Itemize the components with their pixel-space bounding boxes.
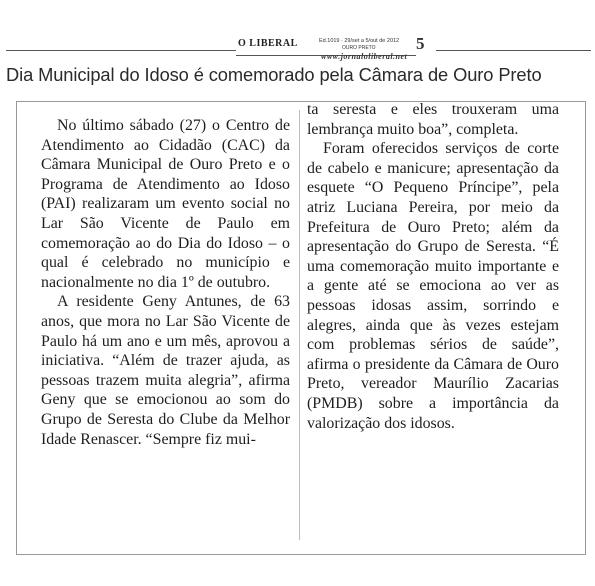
article-body [16,101,586,555]
paper-name: O LIBERAL [238,38,298,49]
edition-info: Ed.1019 · 29/set a 5/out de 2012 [319,38,400,44]
masthead-rule-left [6,50,236,51]
column-divider [299,110,300,540]
edition-city: OURO PRETO [342,45,376,51]
masthead [6,34,591,61]
article-headline: Dia Municipal do Idoso é comemorado pela Câmara de Ouro Preto [6,64,542,85]
paragraph: A residente Geny Antunes, de 63 anos, que mora no Lar São Vicente de Paulo há um ano e um mês, aprovou a iniciativa. “Além de trazer ajuda, as pessoas trazem muita alegria”, afirma Geny que se emocionou ao som do Grupo de Seresta do Clube da Melhor Idade Renascer. “Sempre fiz mui- [41,293,290,448]
paragraph: ta seresta e eles trouxeram uma lembrança muito boa”, completa. [307,101,559,138]
website-link[interactable]: www.jornaloliberal.net [321,52,408,61]
page-number: 5 [416,34,425,53]
paragraph: Foram oferecidos serviços de corte de cabelo e manicure; apresentação da esquete “O Pequeno Príncipe”, pela atriz Luciana Pereira, por meio da Prefeitura de Ouro Preto; além da apresentação do Grupo de Seresta. “É uma comemoração muito importante e a gente até se emociona ao ver as pessoas idosas assim, sorrindo e alegres, ainda que às vezes estejam com problemas sérios de saúde”, afirma o presidente da Câmara de Ouro Preto, vereador Maurílio Zacarias (PMDB) sobre a importância da valorização dos idosos. [307,140,559,432]
masthead-rule-right [436,50,591,51]
article-column-left [41,116,290,449]
article-column-right [307,100,559,433]
paragraph: No último sábado (27) o Centro de Atendimento ao Cidadão (CAC) da Câmara Municipal de Ouro Preto e o Programa de Atendimento ao Idoso (PAI) realizaram um evento social no Lar São Vicente de Paulo em comemoração ao do Dia do Idoso – o qual é celebrado no município e nacionalmente no dia 1º de outubro. [41,117,290,291]
